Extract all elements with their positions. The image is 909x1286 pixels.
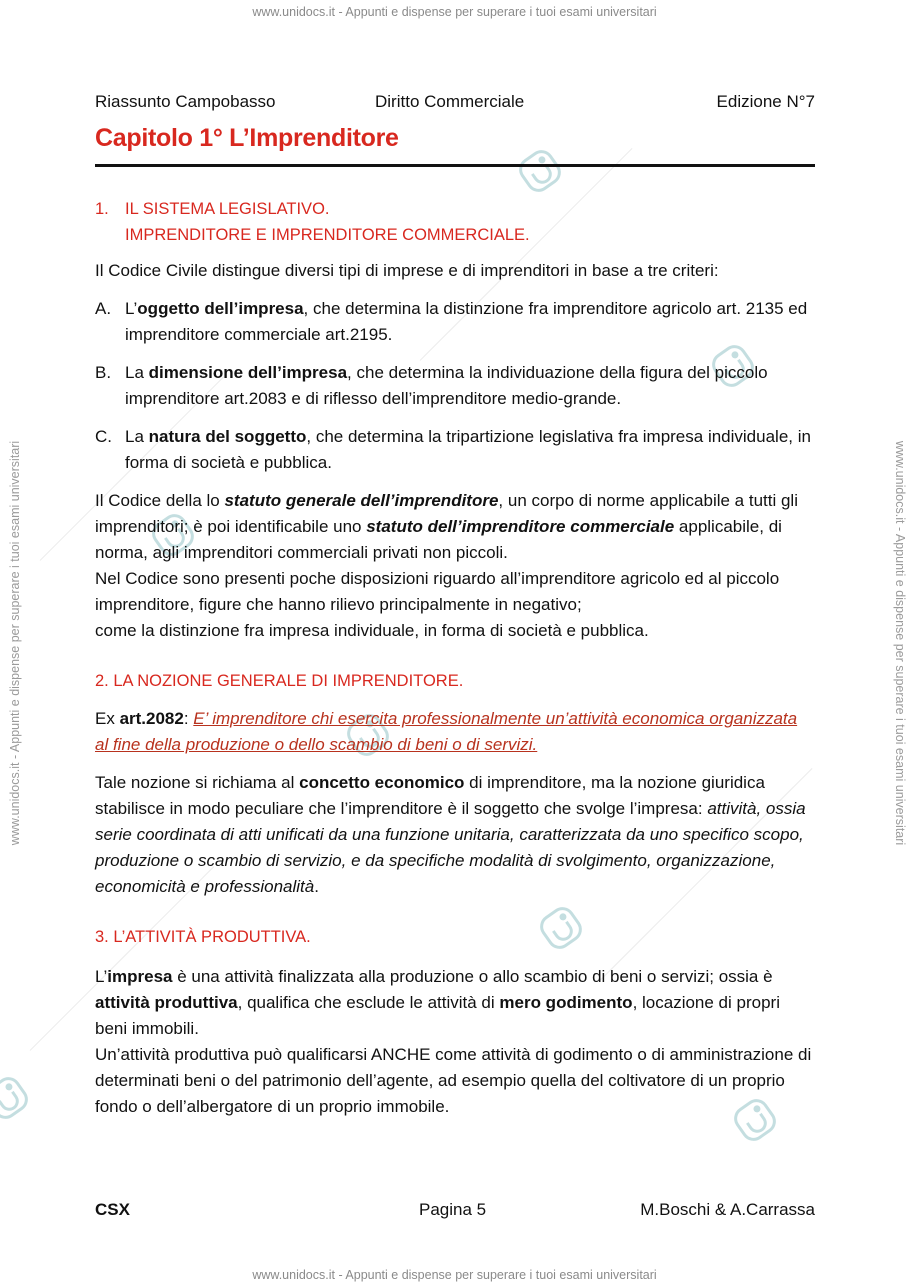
- unidocs-logo-icon: [0, 1075, 30, 1121]
- paragraph-text: di imprenditore, ma la nozione giuridica stabilisce in modo peculiare che l’imprenditore è il soggetto che svolge l’impresa:: [95, 773, 765, 818]
- paragraph-text: Tale nozione si richiama al: [95, 773, 300, 792]
- page-content: [95, 196, 815, 1120]
- item-text: [125, 296, 815, 348]
- section-1-titles: [125, 196, 530, 248]
- header-document-name: Riassunto Campobasso: [95, 92, 276, 111]
- watermark-right: www.unidocs.it - Appunti e dispense per superare i tuoi esami universitari: [893, 440, 907, 846]
- section-3-heading: 3. L’ATTIVITÀ PRODUTTIVA.: [95, 928, 311, 946]
- watermark-left: www.unidocs.it - Appunti e dispense per superare i tuoi esami universitari: [8, 440, 22, 846]
- section-1-heading: [95, 196, 815, 248]
- section-3-paragraph-2: Un’attività produttiva può qualificarsi ANCHE come attività di godimento o di amministrazione di determinati beni o del patrimonio dell’agente, ad esempio quella del coltivatore di un proprio fondo o dell’albergatore di un proprio immobile.: [95, 1045, 812, 1116]
- footer-authors: M.Boschi & A.Carrassa: [640, 1200, 815, 1219]
- paragraph-text: L’: [95, 967, 108, 986]
- paragraph-keyword: impresa: [107, 967, 173, 986]
- article-definition-link[interactable]: E’ imprenditore chi esercita professionalmente un’attività economica organizzata al fine della produzione o dello scambio di beni o di servizi.: [95, 709, 798, 754]
- item-text-part: La: [125, 363, 149, 382]
- section-1-intro: Il Codice Civile distingue diversi tipi di imprese e di imprenditori in base a tre criteri:: [95, 261, 719, 280]
- item-letter: A.: [95, 299, 112, 318]
- header-edition: Edizione N°7: [716, 92, 815, 111]
- paragraph-italic: attività, ossia serie coordinata di atti unificati da una funzione unitaria, caratterizzata da uno specifico scopo, produzione o scambio di servizio, e da specifiche modalità di svolgimento, organizzazione, economicità e professionalità: [95, 799, 806, 896]
- citation-prefix: Ex: [95, 709, 120, 728]
- item-keyword: dimensione dell’impresa: [148, 363, 348, 382]
- paragraph-text: , qualifica che esclude le attività di: [237, 993, 500, 1012]
- article-number: art.2082: [119, 709, 184, 728]
- criteria-item-c: [95, 424, 815, 476]
- header-subject: Diritto Commerciale: [375, 92, 525, 111]
- section-1-paragraph: [95, 488, 815, 566]
- watermark-top: www.unidocs.it - Appunti e dispense per superare i tuoi esami universitari: [252, 5, 657, 19]
- paragraph-keyword: mero godimento: [499, 993, 633, 1012]
- paragraph-text: , un corpo di norme applicabile a tutti gli imprenditori; è poi identificabile uno: [95, 491, 798, 536]
- section-3-paragraph: [95, 964, 815, 1042]
- section-1-number: 1.: [95, 200, 109, 218]
- section-1-title-line1: IL SISTEMA LEGISLATIVO.: [125, 200, 330, 218]
- paragraph-text: Il Codice della lo: [95, 491, 225, 510]
- page-number: Pagina 5: [419, 1200, 487, 1219]
- item-letter: C.: [95, 427, 112, 446]
- criteria-item-a: [95, 296, 815, 348]
- paragraph-keyword: attività produttiva: [95, 993, 238, 1012]
- section-1-paragraph-3: come la distinzione fra impresa individuale, in forma di società e pubblica.: [95, 621, 649, 640]
- title-divider: [95, 164, 815, 167]
- item-keyword: natura del soggetto: [148, 427, 307, 446]
- item-text: [125, 360, 815, 412]
- item-text-part: , che determina la tripartizione legislativa fra impresa individuale, in forma di società e pubblica.: [125, 427, 811, 472]
- section-2-heading: 2. LA NOZIONE GENERALE DI IMPRENDITORE.: [95, 672, 464, 690]
- paragraph-text: è una attività finalizzata alla produzione o allo scambio di beni o servizi; ossia è: [172, 967, 773, 986]
- criteria-item-b: [95, 360, 815, 412]
- unidocs-logo-icon: [517, 148, 563, 194]
- watermark-bottom: www.unidocs.it - Appunti e dispense per superare i tuoi esami universitari: [252, 1268, 657, 1282]
- article-citation: [95, 706, 815, 758]
- footer-code: CSX: [95, 1200, 130, 1219]
- item-text-part: , che determina la distinzione fra imprenditore agricolo art. 2135 ed imprenditore commerciale art.2195.: [125, 299, 808, 344]
- item-text-part: , che determina la individuazione della figura del piccolo imprenditore art.2083 e di riflesso dell’imprenditore medio-grande.: [125, 363, 768, 408]
- item-text: [125, 424, 815, 476]
- item-letter: B.: [95, 363, 112, 382]
- paragraph-emphasis: statuto generale dell’imprenditore: [224, 491, 499, 510]
- item-keyword: oggetto dell’impresa: [137, 299, 304, 318]
- chapter-title: Capitolo 1° L’Imprenditore: [95, 124, 399, 152]
- paragraph-emphasis: statuto dell’imprenditore commerciale: [366, 517, 675, 536]
- paragraph-text: , locazione di propri beni immobili.: [95, 993, 780, 1038]
- paragraph-text: .: [314, 877, 319, 896]
- item-text-part: L’: [125, 299, 138, 318]
- section-1-paragraph-2: Nel Codice sono presenti poche disposizioni riguardo all’imprenditore agricolo ed al piccolo imprenditore, figure che hanno rilievo principalmente in negativo;: [95, 569, 780, 614]
- section-1-title-line2: IMPRENDITORE E IMPRENDITORE COMMERCIALE.: [125, 226, 530, 244]
- item-text-part: La: [125, 427, 149, 446]
- section-2-paragraph: [95, 770, 815, 900]
- paragraph-text: applicabile, di norma, agli imprenditori commerciali privati non piccoli.: [95, 517, 782, 562]
- paragraph-keyword: concetto economico: [299, 773, 465, 792]
- citation-colon: :: [183, 709, 194, 728]
